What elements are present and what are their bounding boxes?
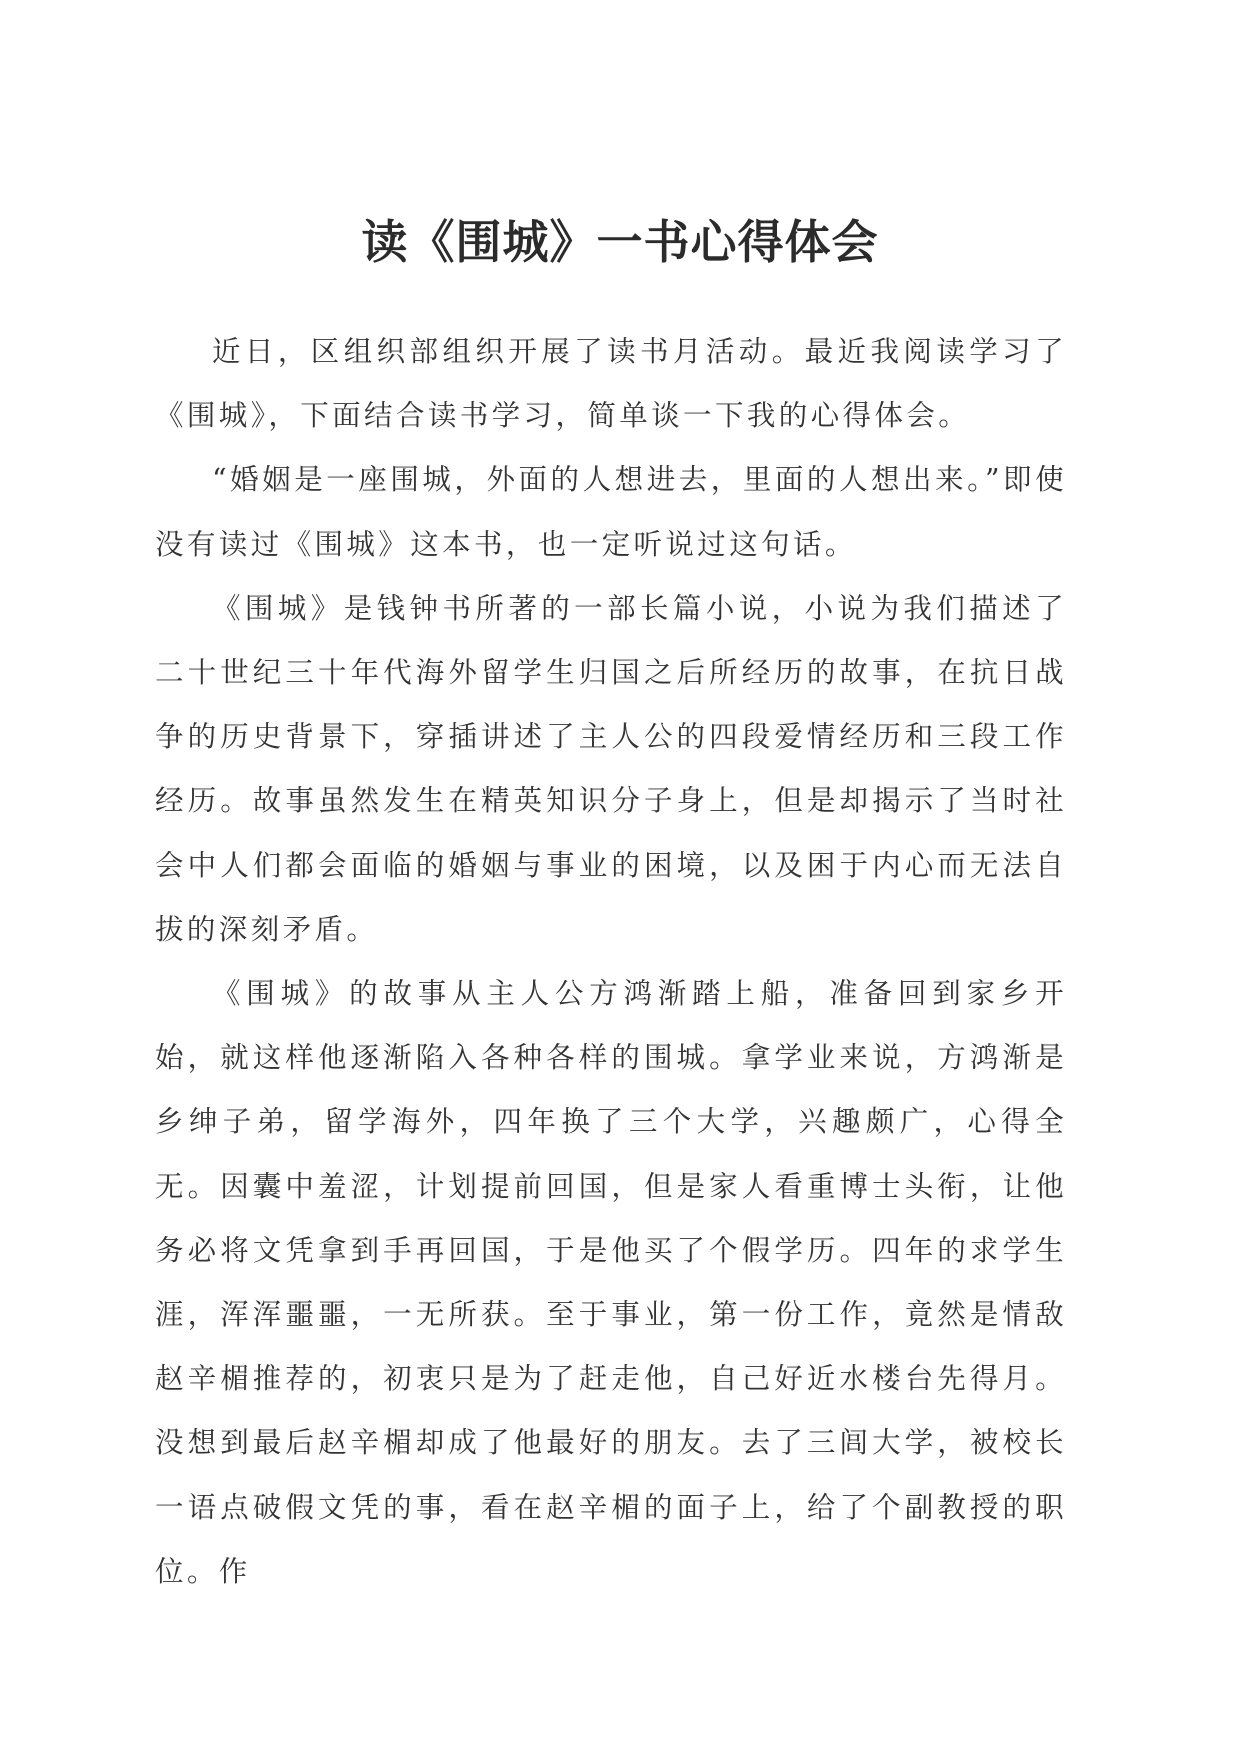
document-body xyxy=(155,320,1067,1604)
paragraph-3: 《围城》是钱钟书所著的一部长篇小说，小说为我们描述了二十世纪三十年代海外留学生归国之后所经历的故事，在抗日战争的历史背景下，穿插讲述了主人公的四段爱情经历和三段工作经历。故事虽然发生在精英知识分子身上，但是却揭示了当时社会中人们都会面临的婚姻与事业的困境，以及困于内心而无法自拔的深刻矛盾。 xyxy=(155,591,1067,946)
paragraph-2: “婚姻是一座围城，外面的人想进去，里面的人想出来。”即使没有读过《围城》这本书，也一定听说过这句话。 xyxy=(155,463,1067,561)
document-title: 读《围城》一书心得体会 xyxy=(361,215,879,269)
paragraph-4: 《围城》的故事从主人公方鸿渐踏上船，准备回到家乡开始，就这样他逐渐陷入各种各样的围城。拿学业来说，方鸿渐是乡绅子弟，留学海外，四年换了三个大学，兴趣颇广，心得全无。因囊中羞涩，计划提前回国，但是家人看重博士头衔，让他务必将文凭拿到手再回国，于是他买了个假学历。四年的求学生涯，浑浑噩噩，一无所获。至于事业，第一份工作，竟然是情敌赵辛楣推荐的，初衷只是为了赶走他，自己好近水楼台先得月。没想到最后赵辛楣却成了他最好的朋友。去了三闾大学，被校长一语点破假文凭的事，看在赵辛楣的面子上，给了个副教授的职位。作 xyxy=(155,977,1067,1588)
paragraph-1: 近日，区组织部组织开展了读书月活动。最近我阅读学习了《围城》，下面结合读书学习，简单谈一下我的心得体会。 xyxy=(155,335,1067,433)
